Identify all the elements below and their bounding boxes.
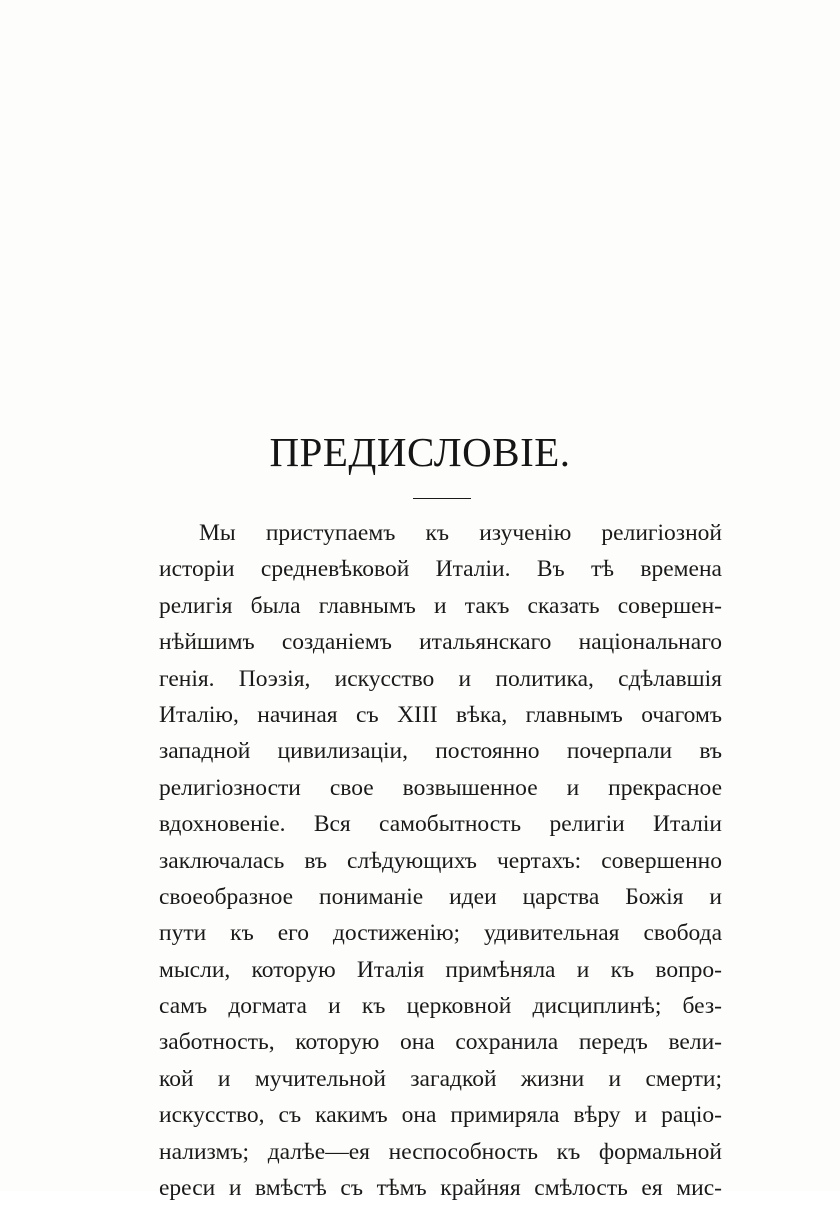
text-line: Италію, начиная съ XIII вѣка, главнымъ очагомъ — [159, 701, 722, 728]
text-line: искусство, съ какимъ она примиряла вѣру и раціо- — [159, 1102, 722, 1129]
text-line: религія была главнымъ и такъ сказать совершен- — [159, 592, 722, 619]
text-line: западной цивилизаціи, постоянно почерпали въ — [159, 738, 722, 765]
text-line: своеобразное пониманіе идеи царства Божія и — [159, 883, 722, 910]
text-line: вдохновеніе. Вся самобытность религіи Италіи — [159, 811, 722, 838]
body-text — [159, 515, 722, 1206]
text-line: нализмъ; далѣе—ея неспособность къ формальной — [159, 1138, 722, 1165]
text-line: кой и мучительной загадкой жизни и смерти; — [159, 1065, 722, 1092]
text-line: самъ догмата и къ церковной дисциплинѣ; без- — [159, 993, 722, 1020]
text-line: религіозности свое возвышенное и прекрасное — [159, 774, 722, 801]
text-line: заключалась въ слѣдующихъ чертахъ: совершенно — [159, 847, 722, 874]
page-title: ПРЕДИСЛОВІЕ. — [269, 429, 571, 475]
text-line: исторіи средневѣковой Италіи. Въ тѣ времена — [159, 556, 722, 583]
text-line: ереси и вмѣстѣ съ тѣмъ крайняя смѣлость ея мис- — [159, 1175, 722, 1202]
text-line: пути къ его достиженію; удивительная свобода — [159, 920, 722, 947]
text-line: Мы приступаемъ къ изученію религіозной — [199, 520, 722, 546]
text-line: генія. Поэзія, искусство и политика, сдѣлавшія — [159, 665, 722, 692]
title-divider — [413, 498, 471, 499]
text-line: мысли, которую Италія примѣняла и къ вопро- — [159, 956, 722, 983]
text-line: нѣйшимъ созданіемъ итальянскаго національнаго — [159, 629, 722, 656]
text-line: заботность, которую она сохранила передъ вели- — [159, 1029, 722, 1056]
